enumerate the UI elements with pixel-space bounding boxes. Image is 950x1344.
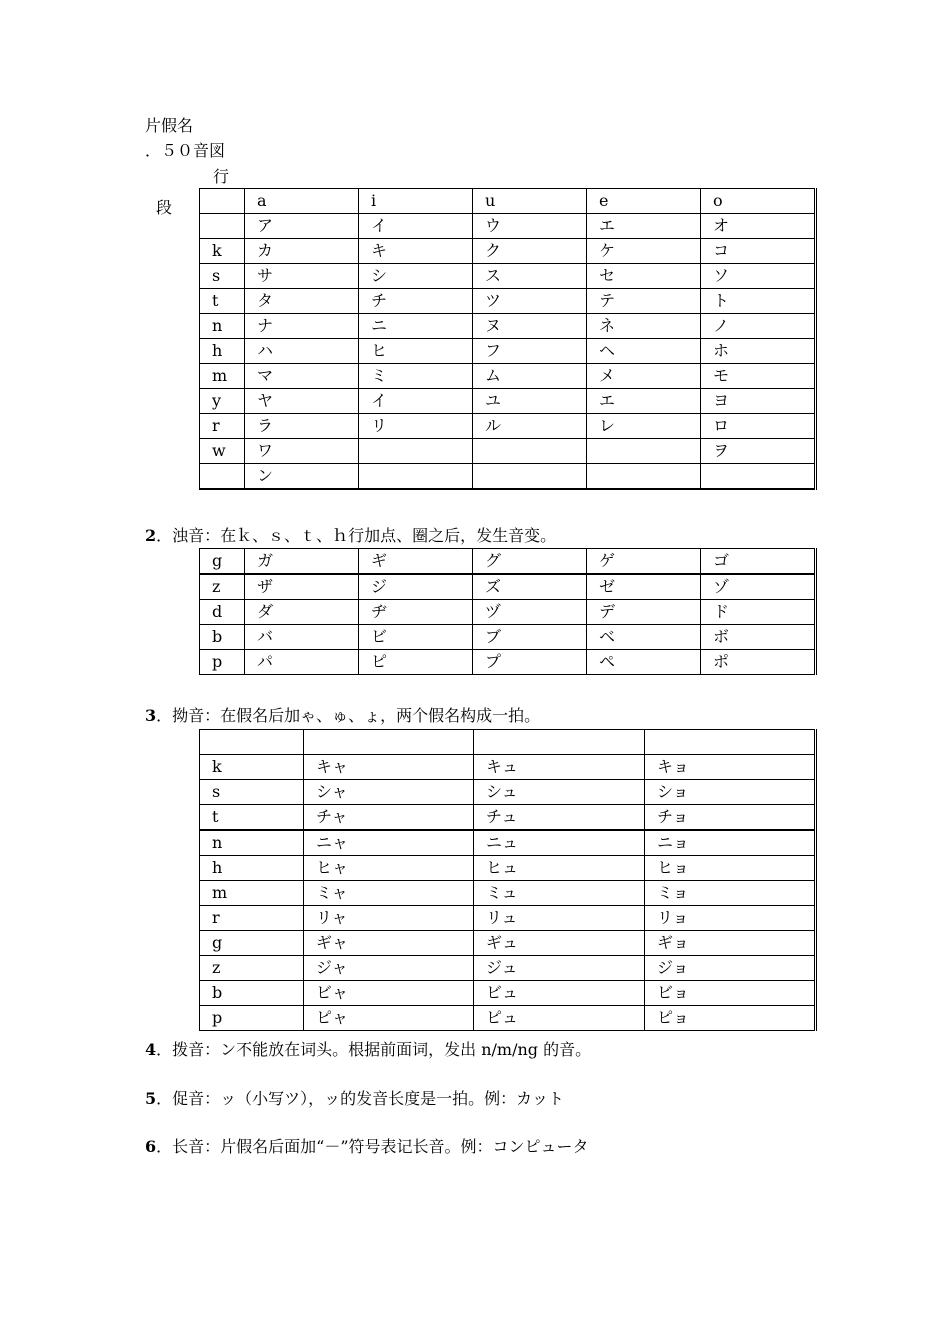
kana-cell: キャ	[304, 755, 474, 780]
table-row	[200, 881, 816, 906]
kana-cell: チュ	[474, 805, 645, 831]
kana-cell: ゲ	[587, 549, 701, 575]
kana-cell: パ	[245, 650, 359, 675]
kana-cell: ミ	[359, 364, 473, 389]
kana-cell: チョ	[645, 805, 816, 831]
section3-text: ．拗音：在假名后加ゃ、ゅ、ょ，两个假名构成一拍。	[156, 706, 541, 725]
kana-cell: キュ	[474, 755, 645, 780]
kana-cell: ショ	[645, 780, 816, 805]
kana-cell: ゾ	[701, 574, 816, 600]
kana-cell: カ	[245, 239, 359, 264]
kana-cell: ベ	[587, 625, 701, 650]
kana-cell: ヌ	[473, 314, 587, 339]
table-row	[200, 464, 816, 490]
kana-cell: ペ	[587, 650, 701, 675]
consonant-label: m	[200, 881, 304, 906]
consonant-label	[200, 464, 245, 490]
table-row	[200, 549, 816, 575]
table-row	[200, 439, 816, 464]
consonant-label: r	[200, 414, 245, 439]
kana-cell: ミュ	[474, 881, 645, 906]
consonant-label: z	[200, 574, 245, 600]
table-row	[200, 214, 816, 239]
kana-cell: ギョ	[645, 931, 816, 956]
section6-text: ．长音：片假名后面加“－”符号表记长音。例：コンピュータ	[156, 1137, 589, 1156]
kana-cell: ン	[245, 464, 359, 490]
kana-cell: ク	[473, 239, 587, 264]
kana-cell: バ	[245, 625, 359, 650]
consonant-label: h	[200, 339, 245, 364]
kana-cell: オ	[701, 214, 816, 239]
kana-cell: ズ	[473, 574, 587, 600]
kana-cell: キ	[359, 239, 473, 264]
kana-cell: チ	[359, 289, 473, 314]
table-row	[200, 956, 816, 981]
kana-cell: ボ	[701, 625, 816, 650]
consonant-label	[200, 214, 245, 239]
table-row	[200, 805, 816, 831]
kana-cell: ユ	[473, 389, 587, 414]
consonant-label: z	[200, 956, 304, 981]
kana-cell: ビュ	[474, 981, 645, 1006]
consonant-label: m	[200, 364, 245, 389]
kana-cell: ピョ	[645, 1006, 816, 1031]
kana-cell: チャ	[304, 805, 474, 831]
kana-cell: ニョ	[645, 830, 816, 856]
dakuon-table	[199, 548, 817, 675]
kana-cell: ジャ	[304, 956, 474, 981]
kana-cell: ミョ	[645, 881, 816, 906]
kana-cell: ロ	[701, 414, 816, 439]
kana-cell: ヒョ	[645, 856, 816, 881]
kana-cell: リャ	[304, 906, 474, 931]
consonant-label: y	[200, 389, 245, 414]
kana-cell: ヅ	[473, 600, 587, 625]
section2-number: 2	[145, 526, 157, 545]
vowel-header: o	[701, 189, 816, 214]
kana-cell: ス	[473, 264, 587, 289]
consonant-label: t	[200, 805, 304, 831]
kana-cell: ル	[473, 414, 587, 439]
table-row	[200, 906, 816, 931]
section2-text: ．浊音：在ｋ、ｓ、ｔ、ｈ行加点、圈之后，发生音变。	[156, 526, 557, 545]
kana-cell: ピ	[359, 650, 473, 675]
consonant-label: g	[200, 931, 304, 956]
kana-cell: ギャ	[304, 931, 474, 956]
kana-cell: ヒャ	[304, 856, 474, 881]
kana-cell: ハ	[245, 339, 359, 364]
kana-cell	[587, 464, 701, 490]
table-row	[200, 830, 816, 856]
table-row	[200, 780, 816, 805]
kana-cell: ニュ	[474, 830, 645, 856]
kana-cell: ヒュ	[474, 856, 645, 881]
kana-cell: コ	[701, 239, 816, 264]
vowel-header: a	[245, 189, 359, 214]
kana-cell: ポ	[701, 650, 816, 675]
vowel-header: u	[473, 189, 587, 214]
kana-cell: ミャ	[304, 881, 474, 906]
section5-number: 5	[145, 1089, 157, 1108]
kana-cell: キョ	[645, 755, 816, 780]
kana-cell: ブ	[473, 625, 587, 650]
kana-cell: イ	[359, 389, 473, 414]
kana-cell: ガ	[245, 549, 359, 575]
consonant-label	[200, 730, 304, 755]
consonant-label: b	[200, 625, 245, 650]
section4-number: 4	[145, 1040, 157, 1059]
kana-cell: ゼ	[587, 574, 701, 600]
table-row	[200, 625, 816, 650]
table-row	[200, 239, 816, 264]
kana-cell: ノ	[701, 314, 816, 339]
kana-cell	[359, 439, 473, 464]
kana-cell: ビ	[359, 625, 473, 650]
kana-cell: ジュ	[474, 956, 645, 981]
gojuon-table	[199, 188, 817, 490]
kana-cell: ザ	[245, 574, 359, 600]
kana-cell: フ	[473, 339, 587, 364]
kana-cell: ニャ	[304, 830, 474, 856]
kana-cell: ゴ	[701, 549, 816, 575]
table-row	[200, 314, 816, 339]
kana-cell: ア	[245, 214, 359, 239]
kana-cell: プ	[473, 650, 587, 675]
section1-heading: ．５０音図	[145, 141, 226, 160]
table-row	[200, 600, 816, 625]
table-row	[200, 931, 816, 956]
vowel-header: i	[359, 189, 473, 214]
kana-cell: ヒ	[359, 339, 473, 364]
consonant-label: p	[200, 1006, 304, 1031]
kana-cell: タ	[245, 289, 359, 314]
kana-cell: ビャ	[304, 981, 474, 1006]
kana-cell: シャ	[304, 780, 474, 805]
section4-line	[145, 1040, 591, 1060]
page-title: 片假名	[145, 116, 194, 135]
table-row	[200, 650, 816, 675]
kana-cell: マ	[245, 364, 359, 389]
kana-cell: ネ	[587, 314, 701, 339]
table-row	[200, 981, 816, 1006]
kana-cell: エ	[587, 389, 701, 414]
kana-cell	[473, 439, 587, 464]
consonant-label: g	[200, 549, 245, 575]
kana-cell: ギュ	[474, 931, 645, 956]
section2-line	[145, 526, 556, 546]
kana-cell: ヨ	[701, 389, 816, 414]
kana-cell: ケ	[587, 239, 701, 264]
kana-cell: エ	[587, 214, 701, 239]
kana-cell: ビョ	[645, 981, 816, 1006]
kana-cell: ラ	[245, 414, 359, 439]
section3-line	[145, 706, 540, 726]
section5-line	[145, 1089, 564, 1109]
consonant-label: n	[200, 314, 245, 339]
consonant-label: d	[200, 600, 245, 625]
kana-cell: ソ	[701, 264, 816, 289]
kana-cell	[359, 464, 473, 490]
consonant-label: k	[200, 755, 304, 780]
row-axis-label: 行	[213, 167, 230, 186]
kana-cell: ド	[701, 600, 816, 625]
vowel-header: e	[587, 189, 701, 214]
corner-cell	[200, 189, 245, 214]
kana-cell: リュ	[474, 906, 645, 931]
table-row	[200, 856, 816, 881]
kana-cell: ニ	[359, 314, 473, 339]
kana-cell: サ	[245, 264, 359, 289]
kana-cell: シ	[359, 264, 473, 289]
section4-text: ．拨音：ン不能放在词头。根据前面词，发出 n/m/ng 的音。	[156, 1040, 592, 1059]
section3-number: 3	[145, 706, 157, 725]
kana-cell: ジョ	[645, 956, 816, 981]
kana-cell: レ	[587, 414, 701, 439]
kana-cell: ヂ	[359, 600, 473, 625]
kana-cell: ム	[473, 364, 587, 389]
table-row	[200, 289, 816, 314]
kana-cell: ヲ	[701, 439, 816, 464]
kana-cell: モ	[701, 364, 816, 389]
consonant-label: b	[200, 981, 304, 1006]
table-header-row	[200, 189, 816, 214]
kana-cell: ヤ	[245, 389, 359, 414]
yoon-table	[199, 729, 817, 1031]
consonant-label: h	[200, 856, 304, 881]
kana-cell: セ	[587, 264, 701, 289]
section6-number: 6	[145, 1137, 157, 1156]
kana-cell: ダ	[245, 600, 359, 625]
consonant-label: s	[200, 780, 304, 805]
table-row	[200, 389, 816, 414]
kana-cell: シュ	[474, 780, 645, 805]
table-row	[200, 755, 816, 780]
table-row	[200, 730, 816, 755]
kana-cell: グ	[473, 549, 587, 575]
kana-cell	[473, 464, 587, 490]
kana-cell: ウ	[473, 214, 587, 239]
kana-cell: ピャ	[304, 1006, 474, 1031]
kana-cell: ジ	[359, 574, 473, 600]
table-row	[200, 414, 816, 439]
kana-cell: メ	[587, 364, 701, 389]
kana-cell: イ	[359, 214, 473, 239]
column-axis-label: 段	[156, 198, 173, 217]
kana-cell: ホ	[701, 339, 816, 364]
table-row	[200, 1006, 816, 1031]
kana-cell: テ	[587, 289, 701, 314]
kana-cell: ギ	[359, 549, 473, 575]
kana-cell	[587, 439, 701, 464]
table-row	[200, 264, 816, 289]
consonant-label: w	[200, 439, 245, 464]
table-row	[200, 574, 816, 600]
consonant-label: t	[200, 289, 245, 314]
kana-cell: リ	[359, 414, 473, 439]
consonant-label: r	[200, 906, 304, 931]
consonant-label: p	[200, 650, 245, 675]
consonant-label: n	[200, 830, 304, 856]
kana-cell	[474, 730, 645, 755]
consonant-label: s	[200, 264, 245, 289]
kana-cell	[304, 730, 474, 755]
kana-cell: ツ	[473, 289, 587, 314]
section6-line	[145, 1137, 589, 1157]
kana-cell: ヘ	[587, 339, 701, 364]
table-row	[200, 339, 816, 364]
kana-cell: ワ	[245, 439, 359, 464]
kana-cell: リョ	[645, 906, 816, 931]
table-row	[200, 364, 816, 389]
consonant-label: k	[200, 239, 245, 264]
kana-cell	[701, 464, 816, 490]
kana-cell: ナ	[245, 314, 359, 339]
kana-cell: デ	[587, 600, 701, 625]
section5-text: ．促音：ッ（小写ツ），ッ的发音长度是一拍。例：カット	[156, 1089, 564, 1108]
kana-cell	[645, 730, 816, 755]
kana-cell: ト	[701, 289, 816, 314]
kana-cell: ピュ	[474, 1006, 645, 1031]
